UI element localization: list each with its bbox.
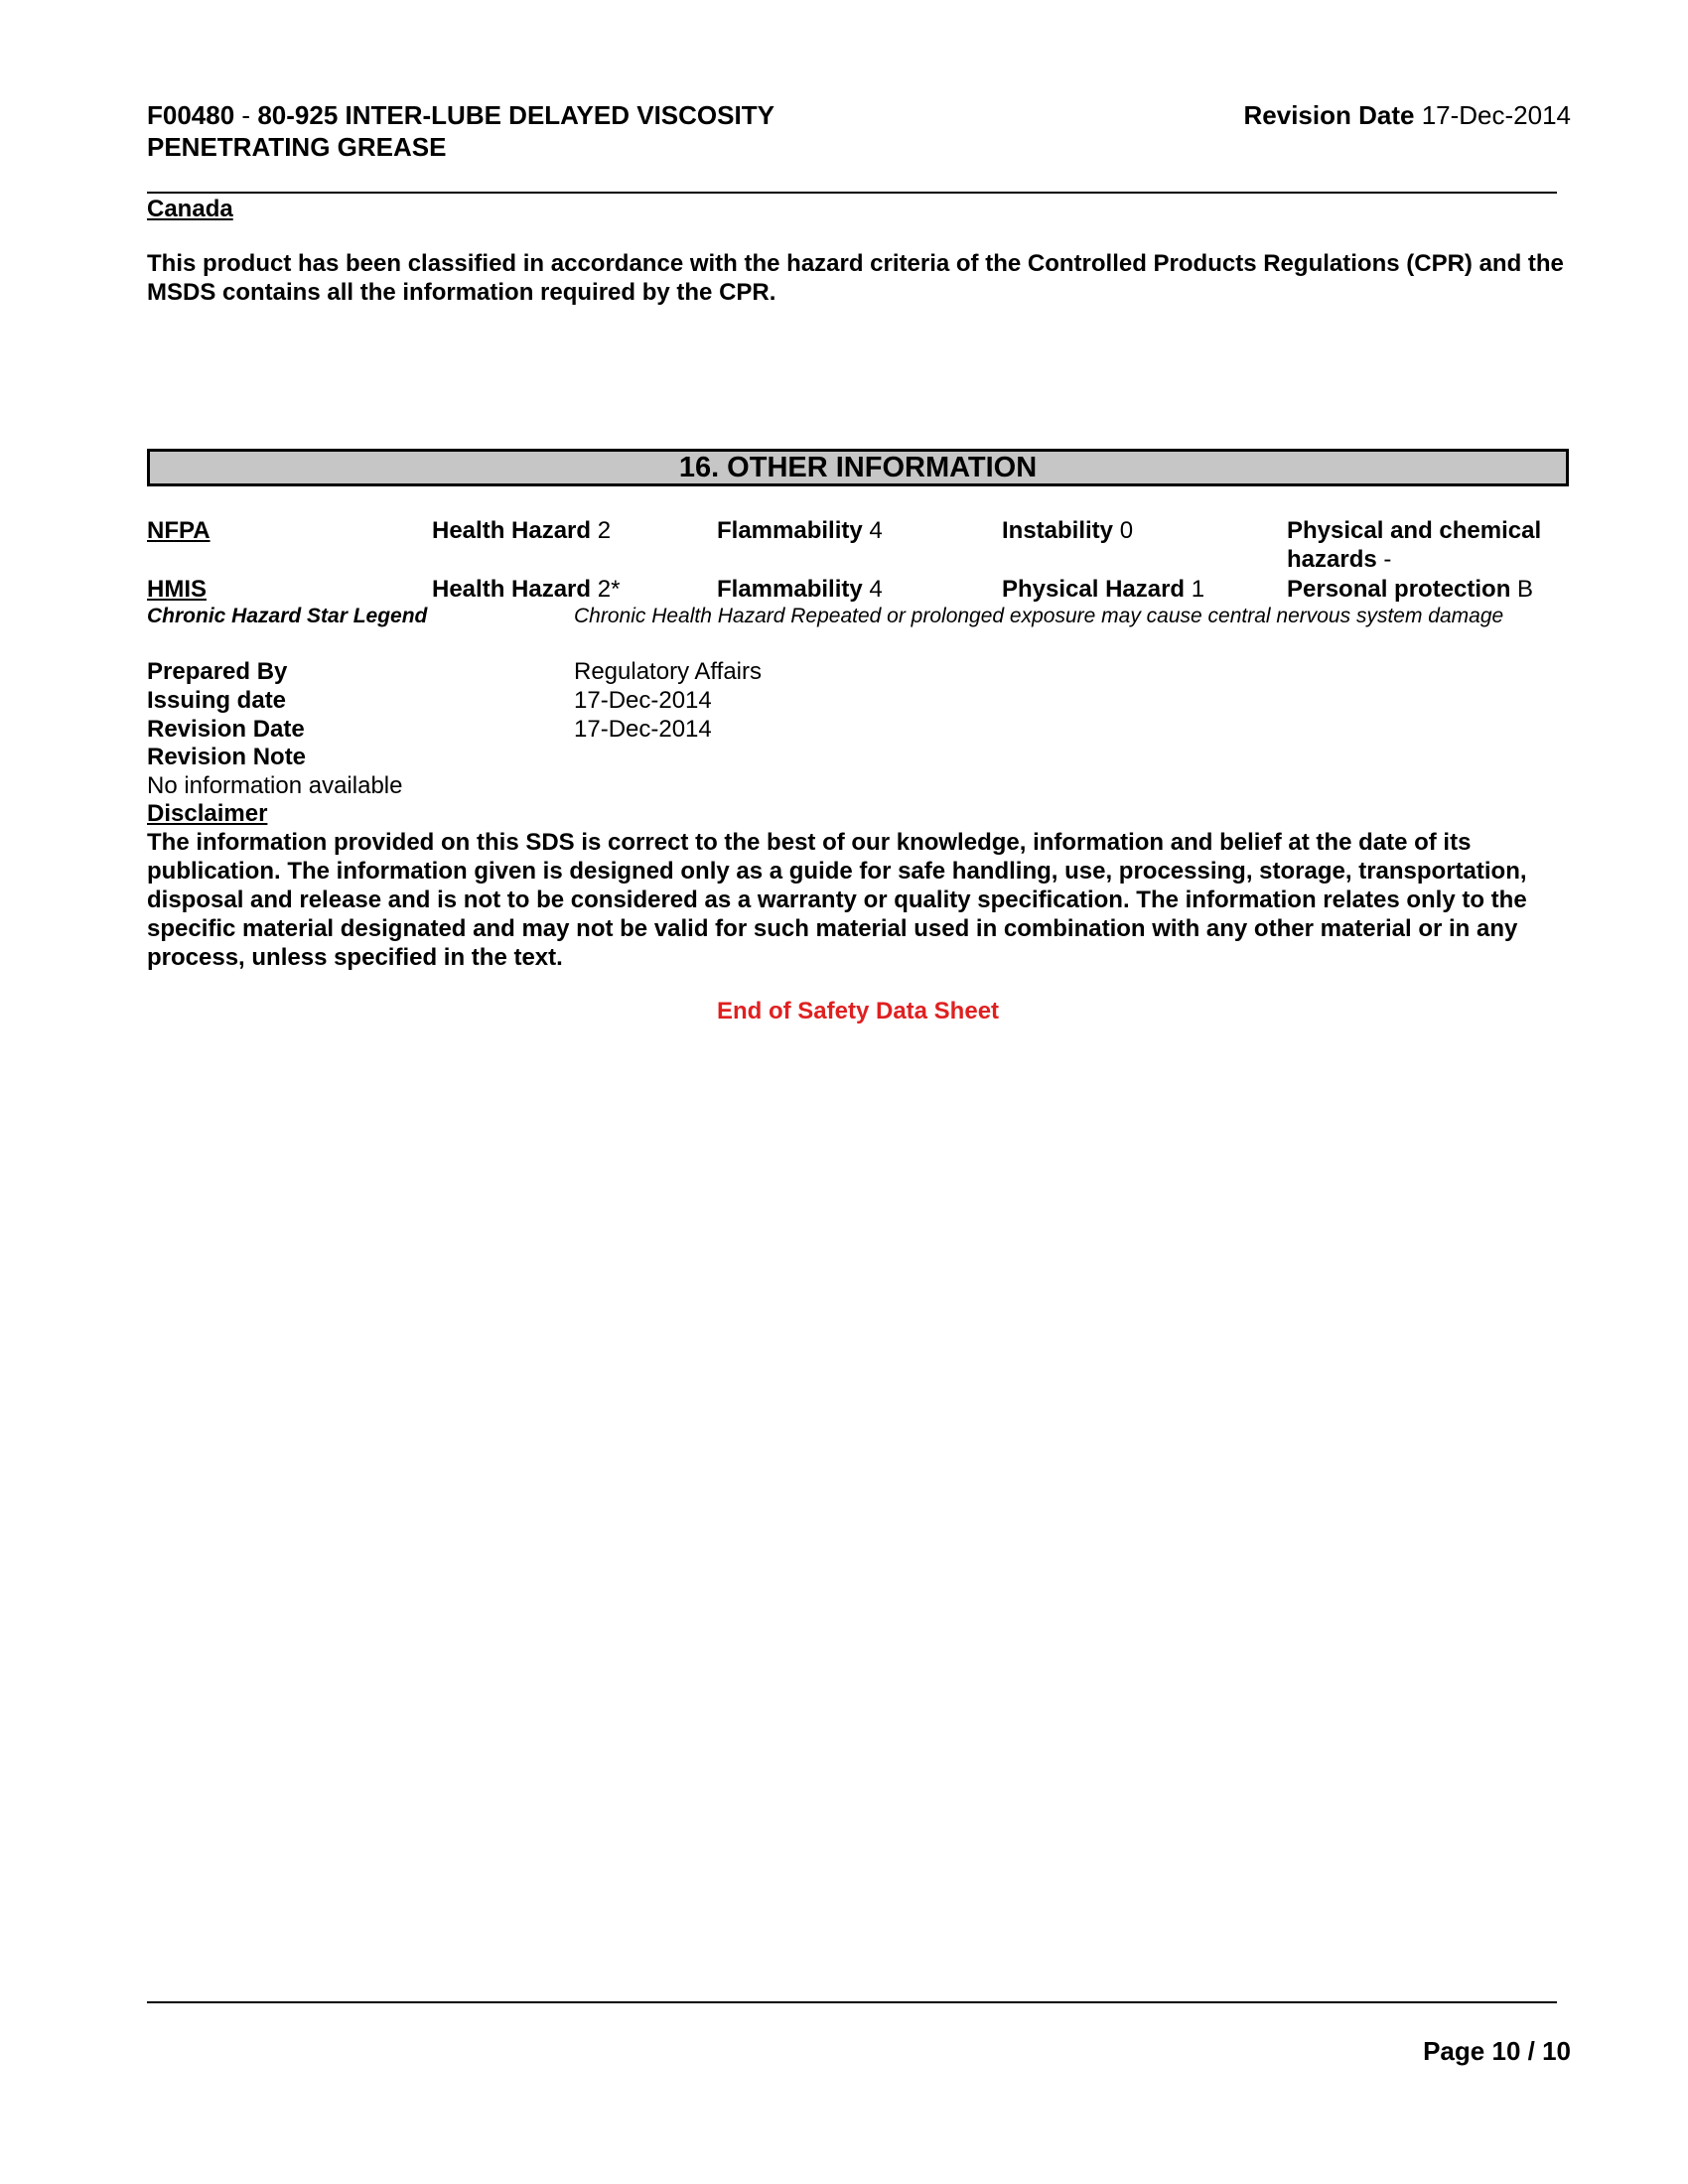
issuing-date-value: 17-Dec-2014	[574, 687, 712, 714]
hmis-health-label: Health Hazard	[432, 576, 592, 603]
page-label: Page	[1423, 2036, 1485, 2066]
disclaimer-text: The information provided on this SDS is correct to the best of our knowledge, information and belief at the date of its publication. The information given is designed only as a guide for safe handling, use, processing, storage, transportation, disposal and release and is not to be considered as a warranty or quality specification. The information relates only to the specific material designated and may not be valid for such material used in combination with any other material or in any process, unless specified in the text.	[147, 829, 1527, 971]
header-revision-label: Revision Date	[1243, 100, 1415, 130]
revision-date-label: Revision Date	[147, 716, 305, 743]
canada-heading: Canada	[147, 196, 233, 222]
nfpa-phys-chem-label-2: hazards	[1287, 546, 1377, 573]
nfpa-phys-chem-value: -	[1383, 546, 1392, 573]
nfpa-phys-chem-label-1: Physical and chemical	[1287, 517, 1542, 544]
nfpa-instability	[1002, 516, 1133, 545]
nfpa-flam-value: 4	[869, 517, 883, 544]
issuing-date-label: Issuing date	[147, 687, 287, 714]
header-rule	[147, 192, 1557, 194]
title-dash: -	[241, 100, 251, 130]
header-revision-value: 17-Dec-2014	[1421, 100, 1571, 130]
revision-note-label: Revision Note	[147, 744, 307, 770]
nfpa-health-label: Health Hazard	[432, 517, 592, 544]
hmis-physical	[1002, 575, 1204, 604]
hmis-flammability	[717, 575, 883, 604]
prepared-by-value: Regulatory Affairs	[574, 658, 762, 685]
product-name-line2: PENETRATING GREASE	[147, 132, 447, 162]
legend-label: Chronic Hazard Star Legend	[147, 605, 428, 627]
hmis-phys-label: Physical Hazard	[1002, 576, 1186, 603]
header-revision	[1244, 99, 1572, 131]
hmis-flam-label: Flammability	[717, 576, 863, 603]
hmis-phys-value: 1	[1191, 576, 1205, 603]
product-title	[147, 99, 774, 131]
nfpa-flam-label: Flammability	[717, 517, 863, 544]
hmis-pp-value: B	[1517, 576, 1534, 603]
hmis-personal-protection	[1287, 575, 1533, 604]
section-16-title: 16. OTHER INFORMATION	[147, 449, 1569, 486]
hmis-health	[432, 575, 620, 604]
nfpa-health	[432, 516, 611, 545]
nfpa-phys-chem-line2	[1287, 545, 1541, 574]
revision-date-value: 17-Dec-2014	[574, 716, 712, 743]
prepared-by-label: Prepared By	[147, 658, 288, 685]
page-value: 10 / 10	[1491, 2036, 1571, 2066]
product-name-line1: 80-925 INTER-LUBE DELAYED VISCOSITY	[257, 100, 774, 130]
hmis-flam-value: 4	[869, 576, 883, 603]
legend-text: Chronic Health Hazard Repeated or prolonged exposure may cause central nervous system damage	[574, 605, 1504, 627]
nfpa-instab-value: 0	[1119, 517, 1134, 544]
nfpa-health-value: 2	[597, 517, 612, 544]
revision-note-value: No information available	[147, 772, 403, 799]
hmis-pp-label: Personal protection	[1287, 576, 1511, 603]
canada-text: This product has been classified in accordance with the hazard criteria of the Controlled Products Regulations (CPR) and the MSDS contains all the information required by the CPR.	[147, 250, 1564, 306]
page-number	[1423, 2035, 1571, 2067]
nfpa-flammability	[717, 516, 883, 545]
footer-rule	[147, 2001, 1557, 2003]
nfpa-label: NFPA	[147, 517, 211, 544]
nfpa-instab-label: Instability	[1002, 517, 1114, 544]
product-code: F00480	[147, 100, 235, 130]
hmis-health-value: 2*	[597, 576, 621, 603]
hmis-label: HMIS	[147, 576, 207, 603]
disclaimer-heading: Disclaimer	[147, 800, 268, 827]
nfpa-phys-chem	[1287, 516, 1541, 574]
end-of-sheet: End of Safety Data Sheet	[716, 998, 1000, 1024]
